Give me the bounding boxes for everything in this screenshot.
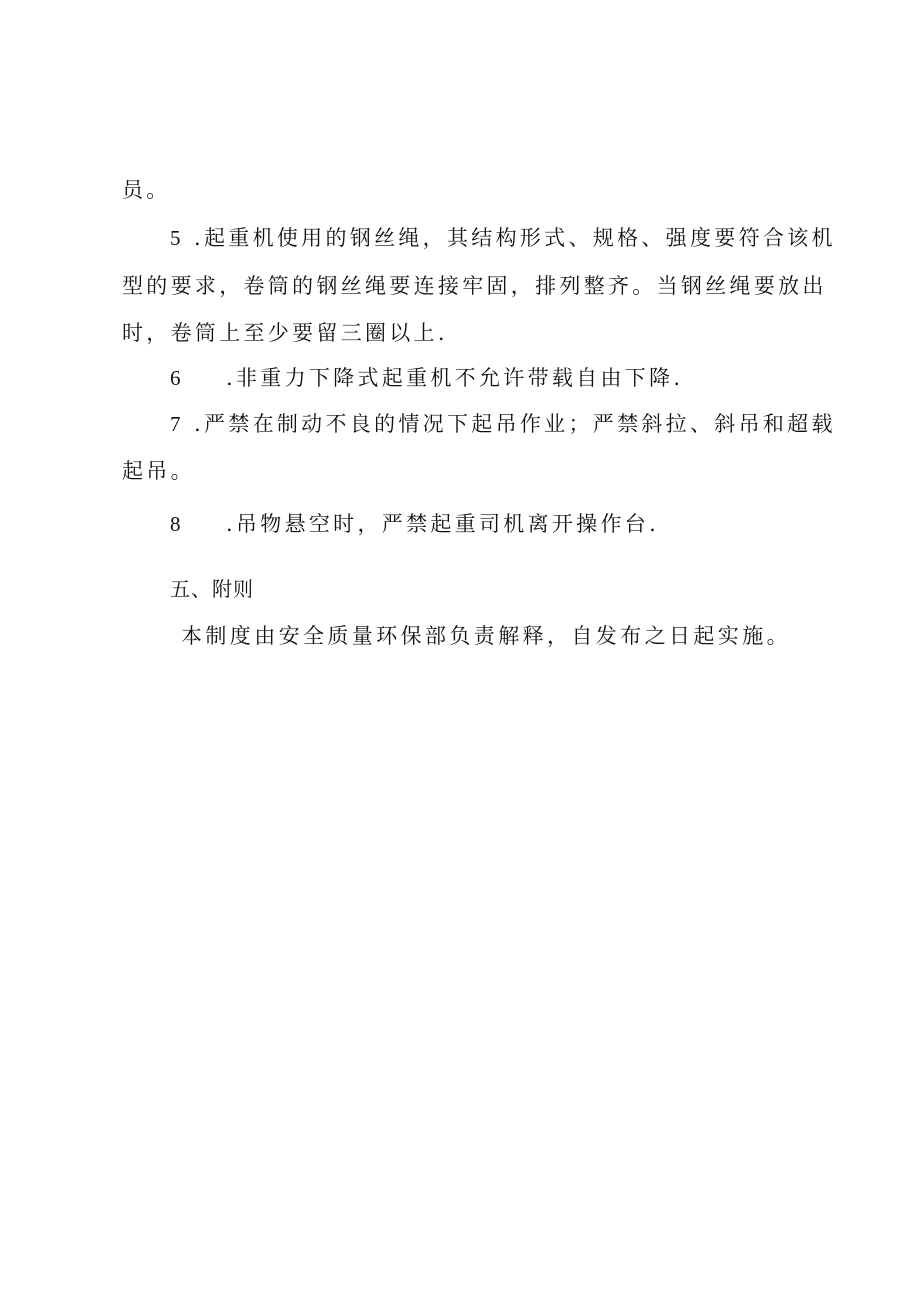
text-line-7 bbox=[122, 458, 195, 484]
item-text: .吊物悬空时，严禁起重司机离开操作台. bbox=[226, 512, 660, 536]
section-heading: 五、附则 bbox=[170, 577, 254, 601]
line-text: 时，卷筒上至少要留三圈以上. bbox=[122, 321, 448, 345]
item-text: .起重机使用的钢丝绳，其结构形式、规格、强度要符合该机 bbox=[194, 226, 836, 250]
list-item-5 bbox=[170, 225, 836, 251]
closing-paragraph: 本制度由安全质量环保部负责解释，自发布之日起实施。 bbox=[181, 624, 791, 648]
text-line-3 bbox=[122, 273, 827, 299]
text-line-1 bbox=[122, 177, 171, 203]
text-line-4 bbox=[122, 320, 448, 346]
list-item-6 bbox=[170, 365, 683, 391]
item-text: .非重力下降式起重机不允许带载自由下降. bbox=[226, 366, 684, 390]
line-text: 型的要求，卷筒的钢丝绳要连接牢固，排列整齐。当钢丝绳要放出 bbox=[122, 274, 827, 298]
item-number: 6 bbox=[170, 366, 181, 390]
list-item-7 bbox=[170, 411, 836, 437]
list-item-8 bbox=[170, 511, 659, 537]
item-text: .严禁在制动不良的情况下起吊作业；严禁斜拉、斜吊和超载 bbox=[194, 412, 836, 436]
item-number: 8 bbox=[170, 512, 181, 536]
item-number: 7 bbox=[170, 412, 181, 436]
line-text: 起吊。 bbox=[122, 459, 195, 483]
item-number: 5 bbox=[170, 226, 181, 250]
line-text: 员。 bbox=[122, 178, 171, 202]
